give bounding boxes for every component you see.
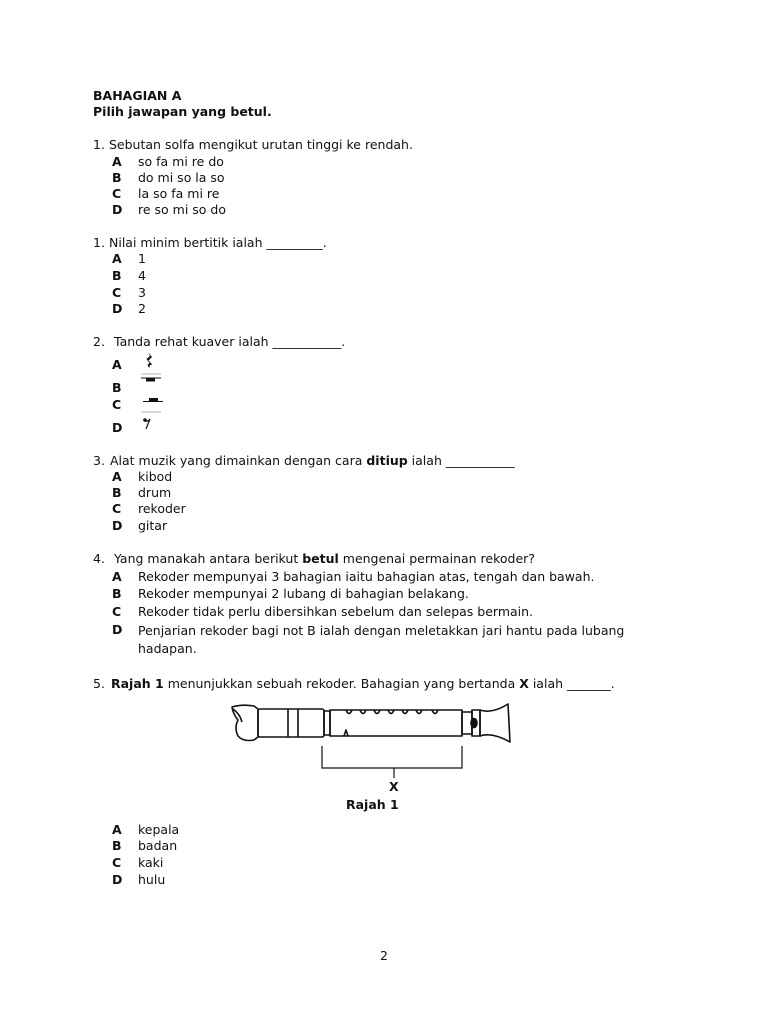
option-text: hulu (138, 872, 166, 887)
option-letter: D (112, 872, 123, 887)
question-text: Nilai minim bertitik ialah _________. (109, 235, 327, 250)
option-letter: B (112, 838, 122, 853)
option-letter: A (112, 154, 122, 169)
option-letter: D (112, 202, 123, 217)
rest-symbols (140, 350, 164, 430)
option-letter: B (112, 485, 122, 500)
figure-caption: Rajah 1 (346, 797, 399, 812)
option-text: kibod (138, 469, 173, 484)
crotchet-rest-icon (147, 352, 153, 368)
recorder-head-tube (258, 709, 324, 737)
option-text: 3 (138, 285, 146, 300)
option-text: gitar (138, 518, 168, 533)
question-number: 3. (93, 453, 105, 468)
question-number: 1. (93, 235, 105, 250)
section-instruction: Pilih jawapan yang betul. (93, 104, 272, 119)
question-text: Alat muzik yang dimainkan dengan cara ditiup ialah ___________ (110, 453, 515, 468)
semibreve-rest-icon (141, 374, 161, 382)
option-letter: B (112, 380, 122, 395)
question-number: 2. (93, 334, 105, 349)
figure-label-x: X (389, 779, 399, 794)
option-letter: B (112, 170, 122, 185)
option-letter: C (112, 397, 122, 412)
option-text: re so mi so do (138, 202, 227, 217)
option-letter: C (112, 186, 122, 201)
option-text: rekoder (138, 501, 186, 516)
option-text: badan (138, 838, 178, 853)
option-text: so fa mi re do (138, 154, 224, 169)
option-text: 4 (138, 268, 146, 283)
option-letter: A (112, 357, 122, 372)
option-text: Penjarian rekoder bagi not B ialah dengan meletakkan jari hantu pada lubang hadapan. (138, 623, 625, 656)
option-letter: C (112, 285, 122, 300)
option-letter: C (112, 501, 122, 516)
option-letter: D (112, 622, 123, 637)
option-text: do mi so la so (138, 170, 225, 185)
minim-rest-icon (141, 398, 163, 412)
option-letter: D (112, 518, 123, 533)
option-text: 1 (138, 251, 146, 266)
quaver-rest-icon (143, 418, 150, 429)
option-text: kepala (138, 822, 180, 837)
option-text: Rekoder tidak perlu dibersihkan sebelum dan selepas bermain. (138, 604, 534, 619)
option-letter: A (112, 822, 122, 837)
option-text: drum (138, 485, 172, 500)
question-number: 4. (93, 551, 105, 566)
option-letter: C (112, 855, 122, 870)
option-letter: D (112, 420, 123, 435)
question-number: 5. (93, 676, 105, 691)
option-text: la so fa mi re (138, 186, 220, 201)
option-letter: A (112, 569, 122, 584)
option-letter: A (112, 251, 122, 266)
option-letter: B (112, 586, 122, 601)
question-text: Rajah 1 menunjukkan sebuah rekoder. Bahagian yang bertanda X ialah _______. (111, 676, 615, 691)
option-text: Rekoder mempunyai 3 bahagian iaitu bahagian atas, tengah dan bawah. (138, 569, 595, 584)
recorder-foot (480, 704, 510, 742)
section-title: BAHAGIAN A (93, 88, 182, 103)
option-letter: D (112, 301, 123, 316)
question-text: Yang manakah antara berikut betul mengenai permainan rekoder? (114, 551, 535, 566)
option-text: 2 (138, 301, 146, 316)
recorder-diagram (228, 700, 518, 790)
option-text: kaki (138, 855, 164, 870)
option-letter: B (112, 268, 122, 283)
question-number: 1. (93, 137, 105, 152)
page-number: 2 (380, 948, 388, 963)
option-text: Rekoder mempunyai 2 lubang di bahagian belakang. (138, 586, 469, 601)
question-text: Sebutan solfa mengikut urutan tinggi ke rendah. (109, 137, 413, 152)
option-letter: C (112, 604, 122, 619)
question-text: Tanda rehat kuaver ialah ___________. (114, 334, 346, 349)
option-letter: A (112, 469, 122, 484)
x-bracket (322, 746, 462, 768)
